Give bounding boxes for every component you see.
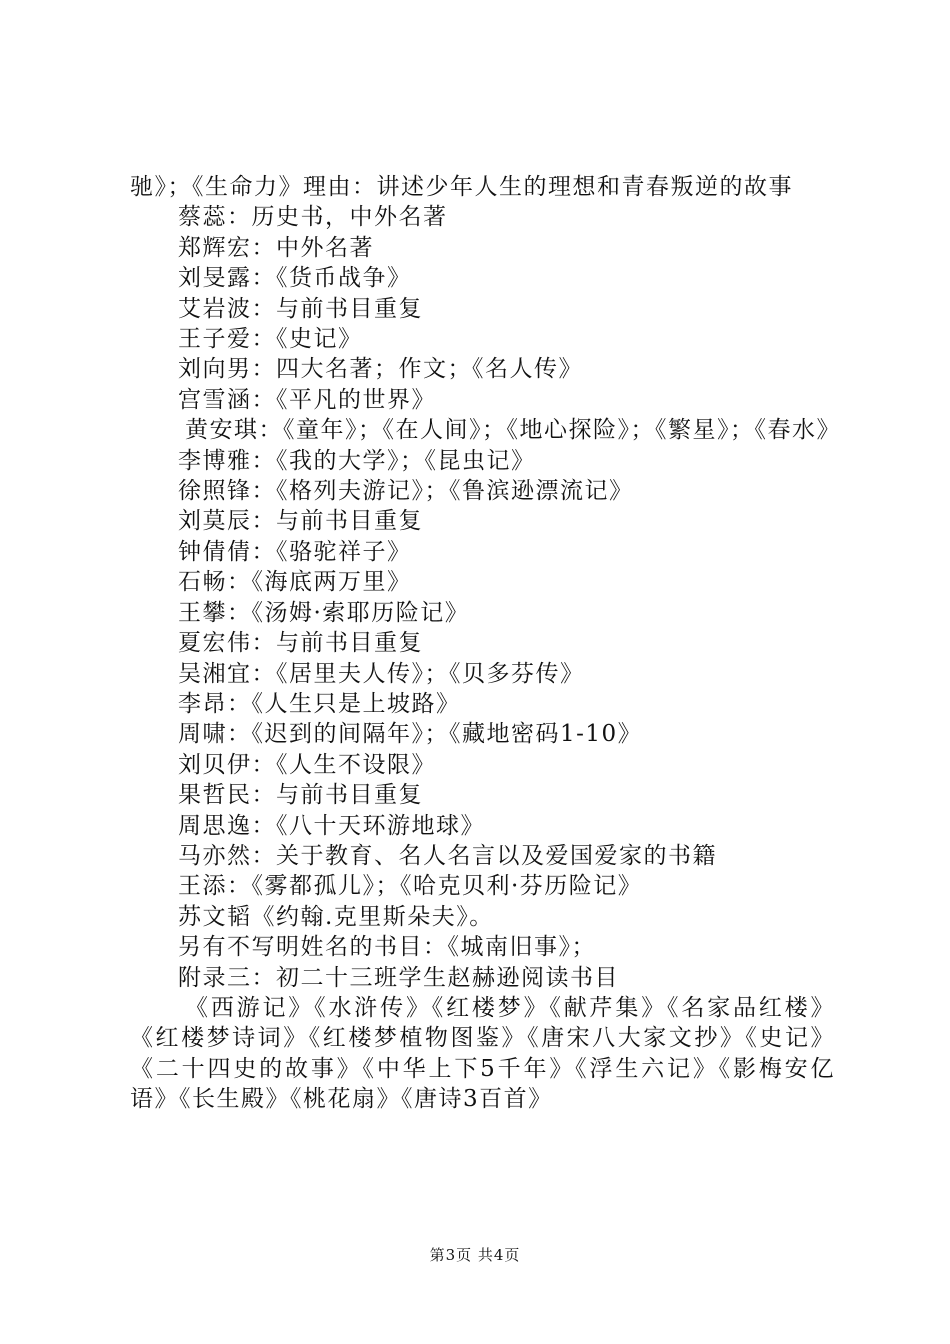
text-line: 李博雅：《我的大学》；《昆虫记》 bbox=[178, 447, 536, 474]
text-line: 另有不写明姓名的书目：《城南旧事》； bbox=[178, 934, 596, 961]
text-line: 《西游记》《水浒传》《红楼梦》《献芹集》《名家品红楼》《红楼梦诗词》《红楼梦植物图鉴》《唐宋八大家文抄》《史记》《二十四史的故事》《中华上下5千年》《浮生六记》《影梅安亿语》《长生殿》《桃花扇》《唐诗3百首》 bbox=[130, 994, 835, 1113]
page-footer: 第3页 共4页 bbox=[429, 1246, 521, 1264]
text-line: 马亦然：关于教育、名人名言以及爱国爱家的书籍 bbox=[178, 842, 717, 869]
text-line: 刘莫辰：与前书目重复 bbox=[178, 508, 423, 535]
text-line: 夏宏伟：与前书目重复 bbox=[178, 630, 423, 657]
text-line: 周啸：《迟到的间隔年》；《藏地密码1-10》 bbox=[178, 721, 643, 748]
text-line: 刘旻露：《货币战争》 bbox=[178, 265, 412, 292]
text-line: 驰》；《生命力》理由：讲述少年人生的理想和青春叛逆的故事 bbox=[130, 174, 793, 200]
text-line: 王添：《雾都孤儿》；《哈克贝利·芬历险记》 bbox=[178, 873, 643, 900]
text-line: 王子爱：《史记》 bbox=[178, 326, 363, 353]
text-line: 郑辉宏：中外名著 bbox=[178, 234, 374, 261]
text-line: 蔡蕊：历史书，中外名著 bbox=[178, 204, 448, 231]
text-line: 王攀：《汤姆·索耶历险记》 bbox=[178, 599, 470, 626]
text-line: 李昂：《人生只是上坡路》 bbox=[178, 690, 461, 717]
text-line: 附录三：初二十三班学生赵赫逊阅读书目 bbox=[178, 964, 619, 991]
text-line: 徐照锋：《格列夫游记》；《鲁滨逊漂流记》 bbox=[178, 478, 634, 505]
text-line: 宫雪涵：《平凡的世界》 bbox=[178, 386, 436, 413]
text-line: 吴湘宜：《居里夫人传》；《贝多芬传》 bbox=[178, 660, 585, 687]
text-line: 刘向男：四大名著；作文；《名人传》 bbox=[178, 356, 583, 383]
document-body bbox=[130, 172, 841, 1115]
text-line: 刘贝伊：《人生不设限》 bbox=[178, 751, 436, 778]
text-line: 果哲民：与前书目重复 bbox=[178, 782, 423, 809]
text-line: 钟倩倩：《骆驼祥子》 bbox=[178, 538, 412, 565]
text-line: 苏文韬《约翰.克里斯朵夫》。 bbox=[178, 903, 494, 930]
text-line: 黄安琪：《童年》；《在人间》；《地心探险》；《繁星》；《春水》 bbox=[185, 417, 841, 444]
text-line: 石畅：《海底两万里》 bbox=[178, 569, 412, 596]
text-line: 周思逸：《八十天环游地球》 bbox=[178, 812, 485, 839]
text-line: 艾岩波：与前书目重复 bbox=[178, 295, 423, 322]
